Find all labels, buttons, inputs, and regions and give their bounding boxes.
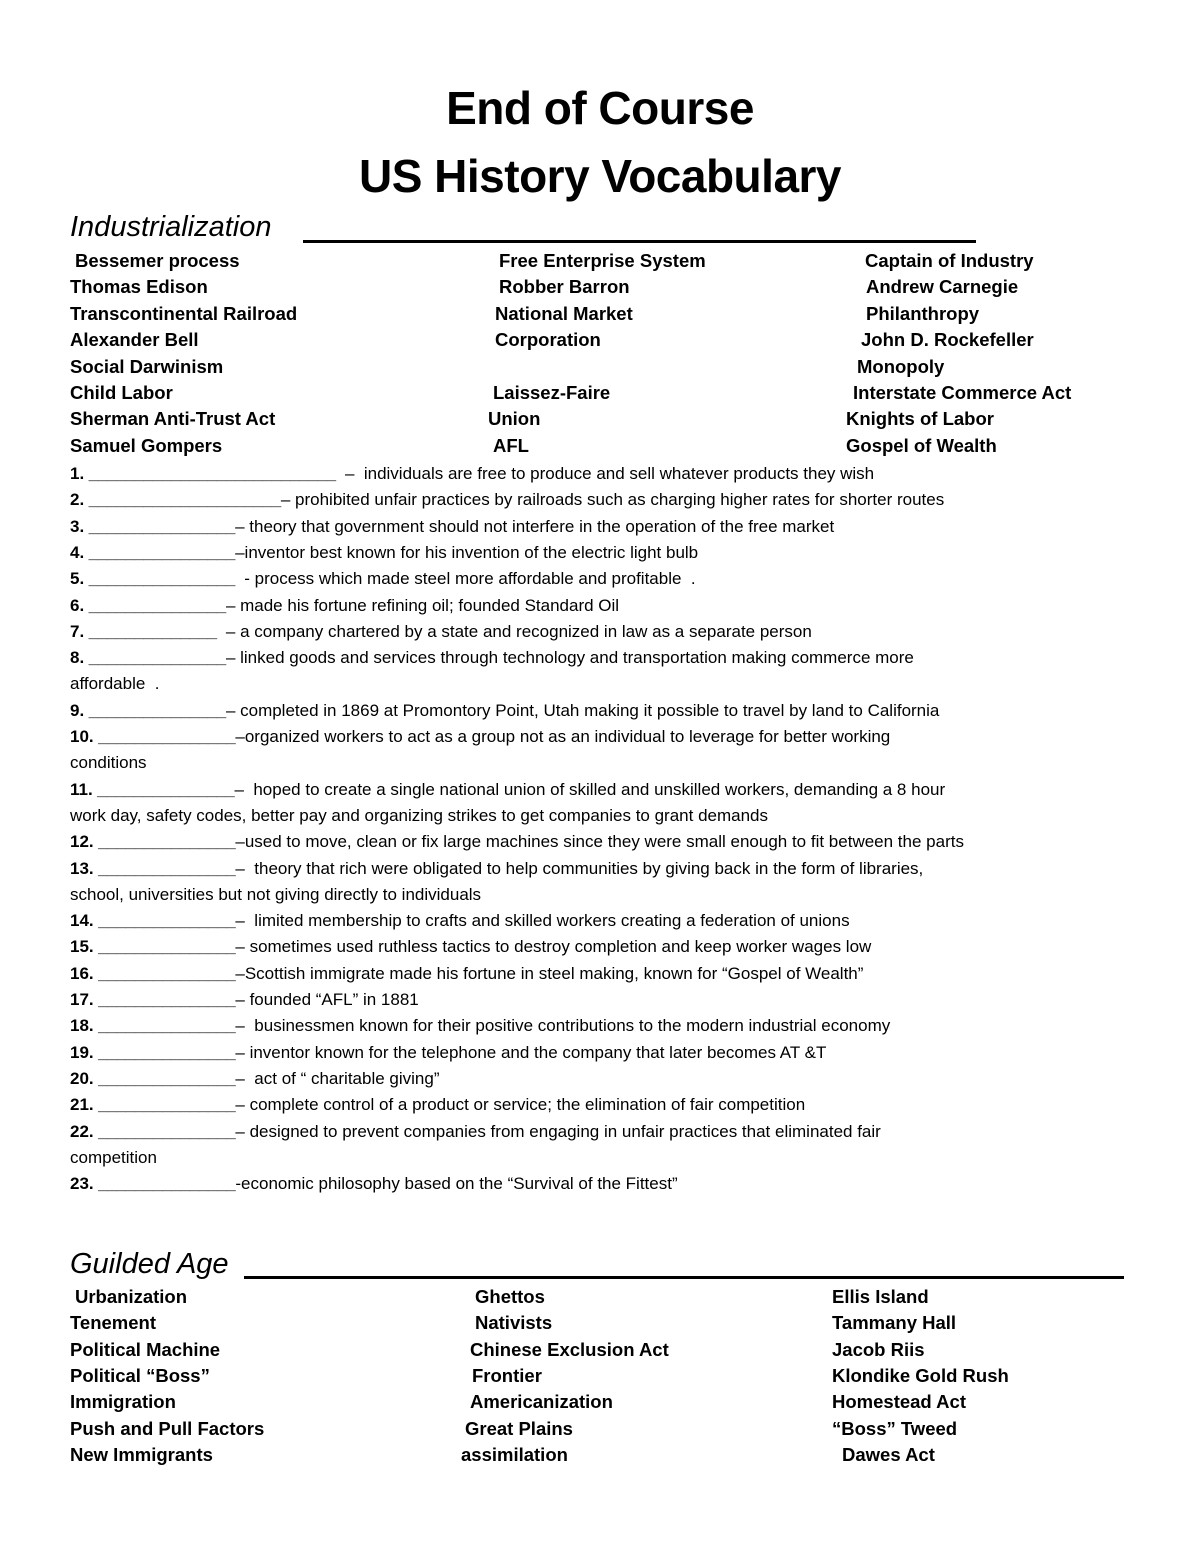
vocab-term: Urbanization xyxy=(75,1286,188,1307)
vocab-term: Jacob Riis xyxy=(832,1338,925,1360)
vocab-term: Ellis Island xyxy=(832,1286,929,1307)
question-text: – completed in 1869 at Promontory Point, Utah making it possible to travel by land to California xyxy=(225,700,940,720)
vocab-term: Immigration xyxy=(70,1391,176,1413)
question-number: 6. xyxy=(70,595,85,615)
question-text: – theory that rich were obligated to help communities by giving back in the form of libraries, xyxy=(235,858,924,878)
question-text: –Scottish immigrate made his fortune in steel making, known for “Gospel of Wealth” xyxy=(235,963,864,983)
question-text: –used to move, clean or fix large machines since they were small enough to fit between the parts xyxy=(235,832,964,852)
question-line xyxy=(70,461,1130,487)
question-number: 11. xyxy=(70,779,93,799)
question-number: 4. xyxy=(70,542,85,562)
question-line xyxy=(70,750,1130,776)
question-number: 5. xyxy=(70,569,85,589)
question-line xyxy=(70,698,1130,724)
answer-blank[interactable]: _______________ xyxy=(93,858,236,878)
question-text: – theory that government should not interfere in the operation of the free market xyxy=(235,516,835,536)
question-number: 9. xyxy=(70,700,85,720)
vocab-term: Free Enterprise System xyxy=(499,250,706,271)
question-line xyxy=(70,1119,1130,1145)
question-line xyxy=(70,1092,1130,1118)
page-title-line1: End of Course xyxy=(446,82,754,134)
question-line xyxy=(70,619,1130,645)
question-line xyxy=(70,566,1130,592)
vocab-term: Americanization xyxy=(470,1391,613,1413)
answer-blank[interactable]: _______________ xyxy=(84,648,226,668)
question-text: – sometimes used ruthless tactics to destroy completion and keep worker wages low xyxy=(235,937,872,957)
vocab-term: Social Darwinism xyxy=(70,355,224,377)
answer-blank[interactable]: _____________________ xyxy=(84,490,281,510)
answer-blank[interactable]: _______________ xyxy=(93,1042,236,1062)
question-number: 21. xyxy=(70,1095,94,1115)
question-text: competition xyxy=(70,1147,157,1167)
question-number: 10. xyxy=(70,727,94,746)
question-text: conditions xyxy=(70,753,147,773)
question-text: – act of “ charitable giving” xyxy=(235,1068,440,1088)
question-text: – businessmen known for their positive contributions to the modern industrial economy xyxy=(235,1016,891,1036)
vocab-term: Child Labor xyxy=(70,382,173,403)
answer-blank[interactable]: ______________ xyxy=(84,621,222,641)
vocab-term: Political “Boss” xyxy=(70,1364,210,1386)
question-text: – complete control of a product or service; the elimination of fair competition xyxy=(235,1095,806,1115)
question-number: 7. xyxy=(70,621,85,641)
vocab-term: National Market xyxy=(495,302,633,324)
question-text: – hoped to create a single national union of skilled and unskilled workers, demanding a 8 hour xyxy=(234,779,946,799)
question-text: –inventor best known for his invention of the electric light bulb xyxy=(235,542,699,562)
answer-blank[interactable]: _______________ xyxy=(93,911,236,931)
question-line xyxy=(70,487,1130,513)
question-number: 13. xyxy=(70,858,94,878)
vocab-term: New Immigrants xyxy=(70,1443,213,1465)
question-text: – made his fortune refining oil; founded Standard Oil xyxy=(225,595,620,615)
question-line xyxy=(70,803,1130,829)
question-line xyxy=(70,856,1130,882)
vocab-term: Robber Barron xyxy=(499,276,630,298)
question-line xyxy=(70,908,1130,934)
question-line xyxy=(70,882,1130,908)
vocab-term: Transcontinental Railroad xyxy=(70,302,298,324)
question-number: 20. xyxy=(70,1068,94,1088)
answer-blank[interactable]: _______________ xyxy=(84,595,226,615)
question-line xyxy=(70,593,1130,619)
question-number: 18. xyxy=(70,1016,94,1036)
question-number: 14. xyxy=(70,911,94,931)
question-text: school, universities but not giving directly to individuals xyxy=(70,884,482,904)
vocab-term: Push and Pull Factors xyxy=(70,1417,265,1439)
vocab-term: Sherman Anti-Trust Act xyxy=(70,408,276,430)
question-line xyxy=(70,645,1130,671)
question-number: 12. xyxy=(70,832,94,852)
question-line xyxy=(70,1040,1130,1066)
vocab-term: Nativists xyxy=(475,1312,553,1334)
answer-blank[interactable]: _______________ xyxy=(93,1095,236,1115)
section-underline xyxy=(303,240,976,243)
question-text: -economic philosophy based on the “Survival of the Fittest” xyxy=(235,1174,678,1194)
question-text: – linked goods and services through technology and transportation making commerce more xyxy=(225,648,914,668)
question-number: 16. xyxy=(70,963,94,983)
vocab-term: Laissez-Faire xyxy=(493,382,611,403)
question-text: – individuals are free to produce and sell whatever products they wish xyxy=(340,464,875,483)
answer-blank[interactable]: _______________ xyxy=(93,1068,236,1088)
question-text: – limited membership to crafts and skilled workers creating a federation of unions xyxy=(235,911,850,931)
question-line xyxy=(70,540,1130,566)
question-line xyxy=(70,1013,1130,1039)
answer-blank[interactable]: _______________ xyxy=(93,832,236,852)
vocab-term: Union xyxy=(488,408,541,430)
answer-blank[interactable]: _______________ xyxy=(93,937,236,957)
section-underline xyxy=(244,1276,1124,1279)
answer-blank[interactable]: _______________ xyxy=(92,779,235,799)
question-number: 15. xyxy=(70,937,94,957)
vocab-term: Corporation xyxy=(495,329,601,351)
vocab-term: AFL xyxy=(493,434,529,456)
vocab-term: Andrew Carnegie xyxy=(866,276,1019,298)
answer-blank[interactable]: _______________ xyxy=(93,727,236,746)
vocab-term: Knights of Labor xyxy=(846,408,994,430)
question-number: 19. xyxy=(70,1042,94,1062)
vocab-term: “Boss” Tweed xyxy=(832,1417,958,1439)
answer-blank[interactable]: _______________ xyxy=(93,1121,236,1141)
answer-blank[interactable]: _______________ xyxy=(93,1174,236,1194)
answer-blank[interactable]: _______________ xyxy=(93,1016,236,1036)
question-text: work day, safety codes, better pay and organizing strikes to get companies to grant demands xyxy=(70,805,769,825)
question-text: affordable . xyxy=(70,674,160,694)
vocab-term: Klondike Gold Rush xyxy=(832,1364,1009,1386)
answer-blank[interactable]: ________________ xyxy=(84,569,240,589)
question-number: 2. xyxy=(70,490,85,510)
question-number: 3. xyxy=(70,516,85,536)
answer-blank[interactable]: ___________________________ xyxy=(84,464,341,483)
vocab-term: Captain of Industry xyxy=(865,250,1034,271)
question-line xyxy=(70,1171,1130,1197)
question-number: 22. xyxy=(70,1121,94,1141)
question-text: – prohibited unfair practices by railroads such as charging higher rates for shorter routes xyxy=(280,490,945,510)
vocab-term: Gospel of Wealth xyxy=(846,434,997,456)
vocab-term: Tammany Hall xyxy=(832,1312,957,1334)
vocab-term: Philanthropy xyxy=(866,302,980,324)
vocab-term: Political Machine xyxy=(70,1338,221,1360)
vocab-term: Frontier xyxy=(472,1364,542,1386)
question-text: – designed to prevent companies from engaging in unfair practices that eliminated fair xyxy=(235,1121,881,1141)
vocab-term: Dawes Act xyxy=(842,1443,935,1465)
vocab-term: Bessemer process xyxy=(75,250,240,271)
question-text: - process which made steel more affordable and profitable . xyxy=(239,569,696,589)
vocab-term: assimilation xyxy=(461,1443,568,1465)
question-line xyxy=(70,1145,1130,1171)
question-line xyxy=(70,987,1130,1013)
vocab-term: Chinese Exclusion Act xyxy=(470,1338,669,1360)
question-line xyxy=(70,934,1130,960)
vocab-term: Homestead Act xyxy=(832,1391,966,1413)
question-number: 1. xyxy=(70,464,85,483)
answer-blank[interactable]: _______________ xyxy=(93,963,236,983)
question-text: – inventor known for the telephone and the company that later becomes AT &T xyxy=(235,1042,827,1062)
question-line xyxy=(70,671,1130,697)
question-line xyxy=(70,961,1130,987)
vocab-term: Great Plains xyxy=(465,1417,573,1439)
vocab-term: Alexander Bell xyxy=(70,329,199,351)
vocab-term: Tenement xyxy=(70,1312,157,1334)
question-text: – founded “AFL” in 1881 xyxy=(235,990,419,1009)
vocab-term: Thomas Edison xyxy=(70,276,208,298)
answer-blank[interactable]: _______________ xyxy=(93,990,236,1009)
question-line xyxy=(70,514,1130,540)
question-line xyxy=(70,724,1130,750)
section-heading-gilded-age: Guilded Age xyxy=(70,1248,229,1280)
question-text: – a company chartered by a state and recognized in law as a separate person xyxy=(221,621,812,641)
vocab-term: John D. Rockefeller xyxy=(861,329,1034,351)
vocab-term: Interstate Commerce Act xyxy=(853,382,1072,403)
page-title-line2: US History Vocabulary xyxy=(358,150,842,202)
answer-blank[interactable]: ________________ xyxy=(84,542,236,562)
question-number: 17. xyxy=(70,990,94,1009)
answer-blank[interactable]: _______________ xyxy=(84,700,226,720)
question-line xyxy=(70,829,1130,855)
question-number: 23. xyxy=(70,1174,94,1194)
question-line xyxy=(70,1066,1130,1092)
answer-blank[interactable]: ________________ xyxy=(84,516,236,536)
section-heading-industrialization: Industrialization xyxy=(70,211,272,243)
vocab-term: Ghettos xyxy=(475,1286,545,1307)
vocab-term: Samuel Gompers xyxy=(70,434,223,456)
vocab-term: Monopoly xyxy=(857,355,945,377)
question-text: –organized workers to act as a group not as an individual to leverage for better working xyxy=(235,727,891,746)
question-number: 8. xyxy=(70,648,85,668)
question-line xyxy=(70,777,1130,803)
